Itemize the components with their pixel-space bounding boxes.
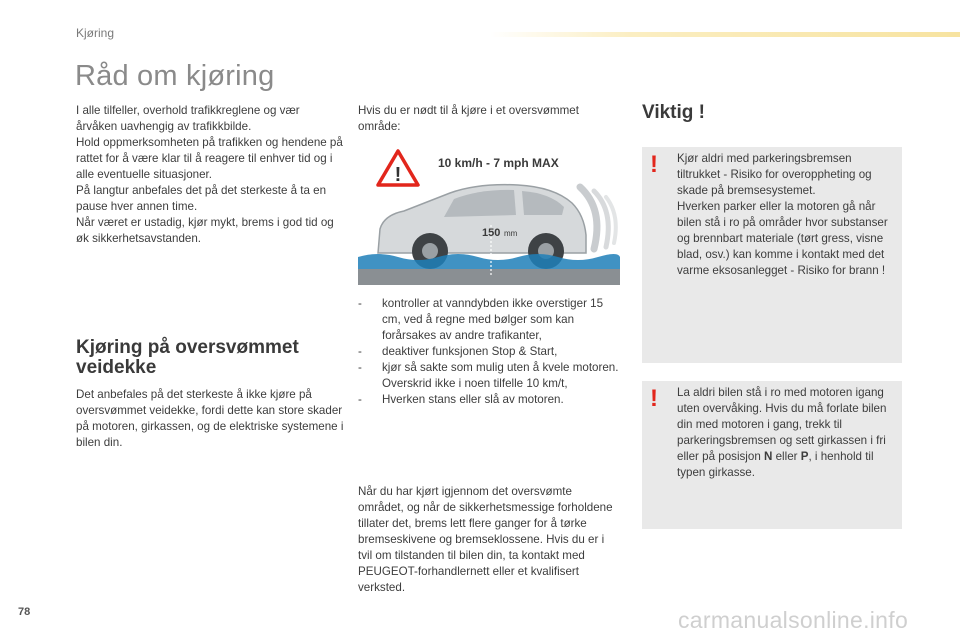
warning-box-parking-brake [642, 147, 902, 363]
list-item-text: kontroller at vanndybden ikke overstiger 15 cm, ved å regne med bølger som kan forårsakes av andre trafikanter, [382, 297, 604, 342]
list-item-text: deaktiver funksjonen Stop & Start, [382, 345, 558, 358]
list-dash: - [358, 393, 362, 406]
intro-text [76, 103, 344, 247]
list-item [358, 360, 620, 392]
list-item-text: kjør så sakte som mulig uten å kvele motoren. Overskrid ikke i noen tilfelle 10 km/t, [382, 361, 619, 390]
flood-driving-illustration [358, 145, 620, 285]
exclamation-icon: ! [650, 151, 658, 178]
list-item-text: Hverken stans eller slå av motoren. [382, 393, 564, 406]
conditional-paragraph: Hvis du er nødt til å kjøre i et oversvømmet område: [358, 104, 579, 133]
list-dash: - [358, 297, 362, 310]
list-dash: - [358, 345, 362, 358]
intro-paragraph: På langtur anbefales det på det sterkeste å ta en pause hver annen time. [76, 184, 327, 213]
header-rule [490, 32, 960, 37]
road [358, 269, 620, 285]
exclamation-icon: ! [650, 385, 658, 412]
important-heading: Viktig ! [642, 102, 705, 123]
conditional-text [358, 103, 613, 135]
warning-text-part: , i henhold til typen girkasse. [677, 450, 874, 479]
car-hubcap [422, 243, 438, 259]
depth-unit: mm [504, 229, 518, 238]
flood-instructions-list [358, 296, 620, 408]
gear-position-n: N [764, 450, 773, 463]
list-dash: - [358, 361, 362, 374]
warning-text: Kjør aldri med parkeringsbremsen tiltrukket - Risiko for overoppheting og skade på bremsesystemet. Hverken parker eller la motoren gå når bilen stå i ro på områder hvor substanser og brennbart materiale (tørt gress, visne blad, osv.) kan komme i kontakt med det varme eksosanlegget - Risiko for brann ! [677, 152, 888, 277]
page-title: Råd om kjøring [75, 60, 275, 92]
page-number: 78 [18, 606, 31, 618]
flood-section-heading: Kjøring på oversvømmet veidekke [76, 337, 299, 378]
flood-section-text: Det anbefales på det sterkeste å ikke kjøre på oversvømmet veidekke, fordi dette kan store skader på motoren, girkassen, og de elektriske systemene i bilen din. [76, 388, 344, 449]
section-label: Kjøring [76, 26, 115, 40]
warning-text [677, 385, 897, 481]
warning-triangle-mark: ! [394, 164, 402, 186]
watermark: carmanualsonline.info [678, 607, 909, 633]
warning-text-part: La aldri bilen stå i ro med motoren igang uten overvåking. Hvis du må forlate bilen din med motoren i gang, trekk til parkeringsbremsen og sett girkassen i fri eller på posisjon [677, 386, 887, 463]
list-item [358, 344, 620, 360]
intro-paragraph: Hold oppmerksomheten på trafikken og hendene på rattet for å være klar til å reagere til enhver tid og i alle eventuelle situasjoner. [76, 136, 343, 181]
after-flood-text: Når du har kjørt igjennom det oversvømte området, og når de sikkerhetsmessige forholdene tillater det, brems lett flere ganger for å tørke bremseskivene og bremseklossene. Hvis du er i tvil om tilstanden til bilen din, ta kontakt med PEUGEOT-forhandlernett eller et kvalifisert verksted. [358, 485, 613, 594]
intro-paragraph: I alle tilfeller, overhold trafikkreglene og vær årvåken uavhengig av trafikkbilde. [76, 104, 300, 133]
gear-position-p: P [800, 450, 809, 463]
warning-box-unattended [642, 381, 902, 529]
speed-limit-label: 10 km/h - 7 mph MAX [438, 156, 559, 170]
warning-text-part: eller [772, 450, 801, 463]
list-item [358, 296, 620, 344]
list-item [358, 392, 620, 408]
depth-value: 150 [482, 227, 501, 239]
intro-paragraph: Når været er ustadig, kjør mykt, brems i god tid og øk sikkerhetsavstanden. [76, 216, 334, 245]
